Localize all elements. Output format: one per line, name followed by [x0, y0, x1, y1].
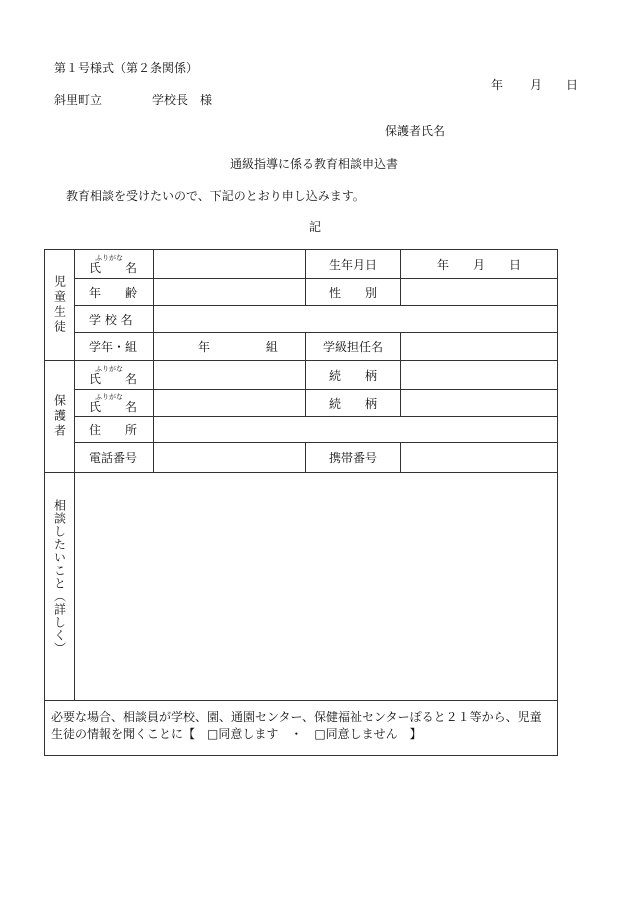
grade-class-unit: 組	[265, 340, 278, 354]
child-grade-field[interactable]	[154, 333, 306, 361]
ki-label: 記	[309, 220, 322, 234]
guardian-name-row-1	[45, 361, 558, 390]
guardian-phone-label: 電話番号	[75, 443, 154, 473]
guardian-address-row	[45, 417, 558, 443]
child-sex-label: 性 別	[306, 279, 401, 306]
child-grade-label: 学年・組	[75, 333, 154, 361]
child-school-field[interactable]	[154, 306, 558, 333]
intro-text: 教育相談を受けたいので、下記のとおり申し込みます。	[66, 189, 365, 203]
guardian-address-label: 住 所	[75, 417, 154, 443]
date-year-label: 年	[491, 78, 504, 92]
date-month-label: 月	[530, 78, 543, 92]
child-group-label: 児童生徒	[52, 275, 67, 335]
child-school-row	[45, 306, 558, 333]
application-form-table	[44, 249, 558, 756]
guardian-name-field-1[interactable]	[154, 361, 306, 390]
guardian-name-label: 保護者氏名	[385, 124, 446, 138]
child-sex-field[interactable]	[401, 279, 558, 306]
child-birth-label: 生年月日	[306, 250, 401, 279]
guardian-relation-field-1[interactable]	[401, 361, 558, 390]
child-furigana-label: ふりがな	[95, 253, 123, 262]
guardian-name-label-cell-2	[75, 390, 154, 417]
child-name-field[interactable]	[154, 250, 306, 279]
guardian-furigana-label-1: ふりがな	[95, 364, 123, 373]
child-name-label-cell	[75, 250, 154, 279]
child-name-row	[45, 250, 558, 279]
guardian-mobile-field[interactable]	[401, 443, 558, 473]
guardian-name-field-2[interactable]	[154, 390, 306, 417]
grade-year-unit: 年	[198, 340, 211, 354]
guardian-name-label-cell-1	[75, 361, 154, 390]
guardian-name-row-2	[45, 390, 558, 417]
consent-cell[interactable]	[45, 701, 558, 756]
guardian-mobile-label: 携帯番号	[306, 443, 401, 473]
form-number: 第１号様式（第２条関係）	[54, 61, 199, 75]
consult-row	[45, 473, 558, 701]
guardian-name-label-1: 氏 名	[89, 371, 138, 386]
guardian-name-label-2: 氏 名	[89, 399, 138, 414]
guardian-relation-label-1: 続 柄	[306, 361, 401, 390]
date-day-label: 日	[566, 78, 579, 92]
child-age-field[interactable]	[154, 279, 306, 306]
guardian-address-field[interactable]	[154, 417, 558, 443]
document-title: 通級指導に係る教育相談申込書	[230, 157, 399, 171]
child-name-label: 氏 名	[89, 260, 138, 275]
consult-label-cell	[45, 473, 75, 701]
consult-field[interactable]	[75, 473, 558, 701]
guardian-group-cell	[45, 361, 75, 473]
guardian-furigana-label-2: ふりがな	[95, 392, 123, 401]
child-age-row	[45, 279, 558, 306]
consult-label: 相談したいこと（詳しく）	[52, 499, 67, 655]
guardian-phone-row	[45, 443, 558, 473]
child-birth-field[interactable]: 年 月 日	[401, 250, 558, 279]
child-teacher-field[interactable]	[401, 333, 558, 361]
guardian-relation-field-2[interactable]	[401, 390, 558, 417]
addressee-title: 学校長 様	[152, 93, 213, 107]
consent-text: 必要な場合、相談員が学校、園、通園センター、保健福祉センターぽると２１等から、児童生徒の情報を聞くことに【 □同意します ・ □同意しません 】	[51, 710, 542, 741]
guardian-relation-label-2: 続 柄	[306, 390, 401, 417]
child-grade-row	[45, 333, 558, 361]
addressee-town: 斜里町立	[54, 93, 103, 107]
child-group-cell	[45, 250, 75, 361]
child-school-label: 学 校 名	[75, 306, 154, 333]
child-teacher-label: 学級担任名	[306, 333, 401, 361]
consent-row	[45, 701, 558, 756]
guardian-phone-field[interactable]	[154, 443, 306, 473]
guardian-group-label: 保護者	[52, 394, 67, 439]
child-age-label: 年 齢	[75, 279, 154, 306]
